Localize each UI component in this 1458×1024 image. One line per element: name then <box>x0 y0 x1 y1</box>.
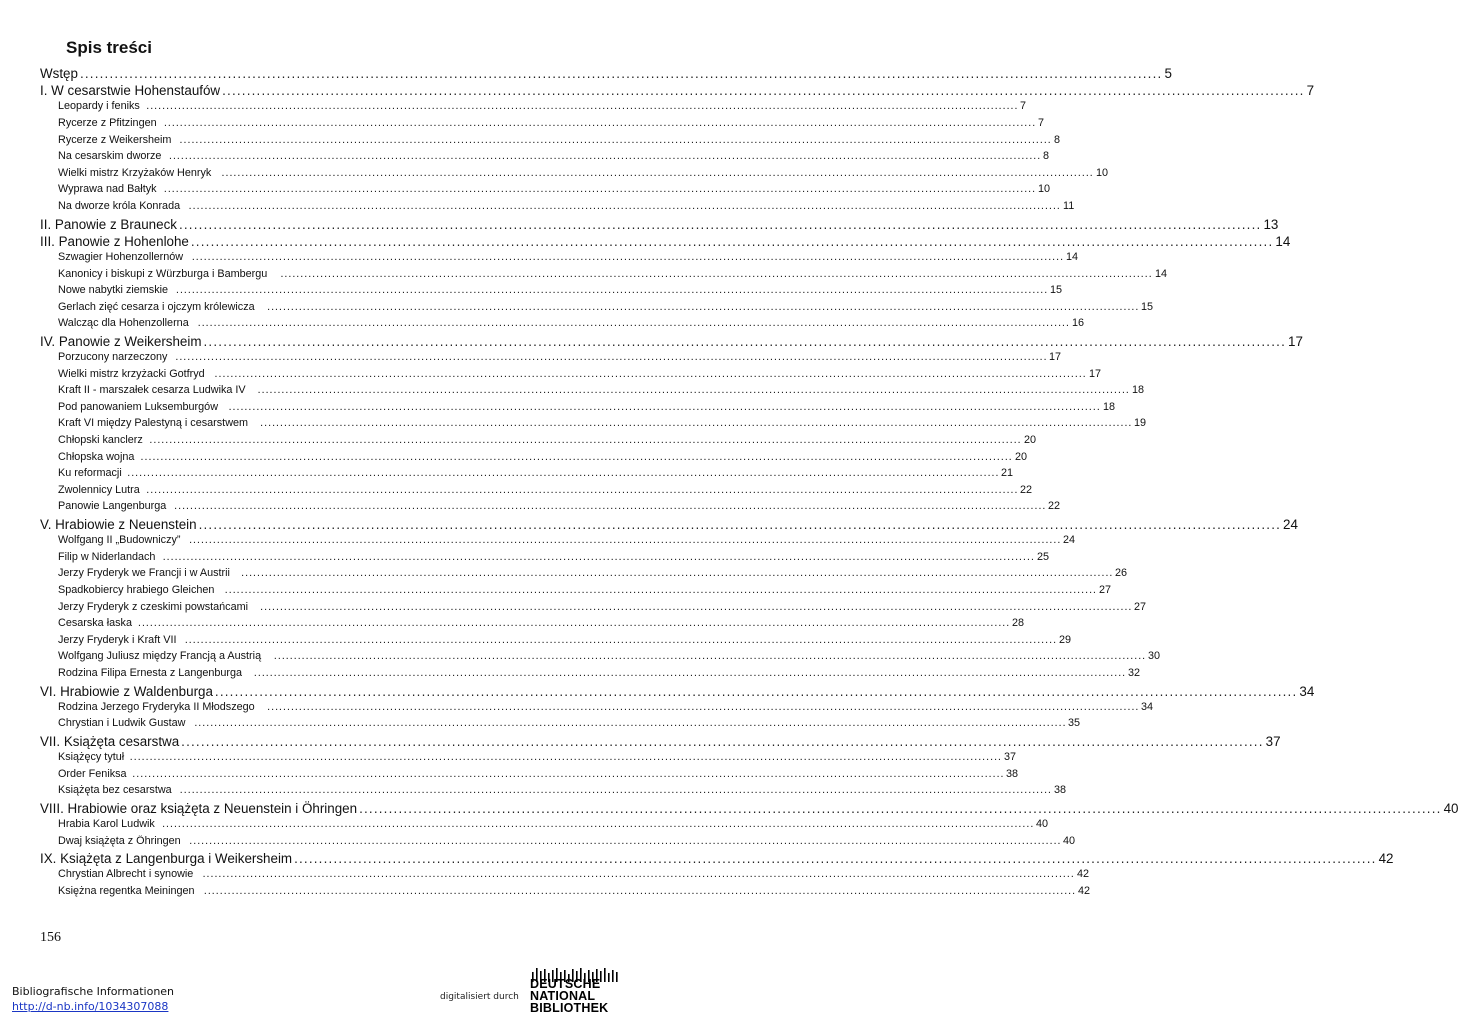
toc-entry-title: Zwolennicy Lutra <box>58 483 140 496</box>
toc-entry-title: Ku reformacji <box>58 467 122 480</box>
toc-leader-dots: ............................................................................................................................................................................................................................ <box>175 351 1048 364</box>
toc-entry-title: Szwagier Hohenzollernów <box>58 250 184 263</box>
toc-leader-dots: ............................................................................................................................................................................................................................ <box>146 100 1019 113</box>
toc-section <box>40 400 1115 418</box>
toc-section <box>40 767 1019 785</box>
toc-entry-title: IV. Panowie z Weikersheim <box>40 333 202 349</box>
toc-entry-title: Hrabia Karol Ludwik <box>58 818 155 831</box>
toc-page-number: 13 <box>1263 216 1279 232</box>
toc-entry-title: Walcząc dla Hohenzollerna <box>58 317 189 330</box>
toc-entry-title: Chłopski kanclerz <box>58 434 143 447</box>
toc-entry-title: V. Hrabiowie z Neuenstein <box>40 517 197 532</box>
toc-entry-title: Nowe nabytki ziemskie <box>58 284 169 297</box>
toc-leader-dots: ............................................................................................................................................................................................................................ <box>184 633 1057 646</box>
toc-section <box>40 818 1049 835</box>
toc-section <box>40 183 1051 200</box>
toc-entry-title: Rycerze z Pfitzingen <box>58 116 157 129</box>
toc-leader-dots: ............................................................................................................................................................................................................................ <box>163 116 1037 129</box>
toc-section <box>40 150 1050 167</box>
toc-page-number: 18 <box>1102 400 1115 413</box>
toc-leader-dots: ............................................................................................................................................................................................................................ <box>168 150 1042 163</box>
toc-entry-title: Kanonicy i biskupi z Würzburga i Bambergu <box>58 267 268 280</box>
toc-page-number: 22 <box>1048 500 1061 513</box>
toc-leader-dots: ............................................................................................................................................................................................................................ <box>224 583 1097 596</box>
toc-page-number: 28 <box>1012 617 1025 630</box>
toc-page-number: 8 <box>1043 150 1050 163</box>
toc-entry-title: Gerlach zięć cesarza i ojczym królewicza <box>58 300 255 313</box>
toc-entry-title: Książęta bez cesarstwa <box>58 784 172 797</box>
toc-page-number: 7 <box>1306 83 1315 99</box>
toc-section <box>40 116 1045 134</box>
toc-leader-dots: ............................................................................................................................................................................................................................ <box>161 818 1035 831</box>
dnb-logo-text <box>530 978 622 1014</box>
toc-page-number: 17 <box>1049 351 1062 364</box>
toc-entry-title: VII. Książęta cesarstwa <box>40 733 180 749</box>
toc-section <box>40 317 1084 334</box>
toc-page-number: 20 <box>1023 434 1036 447</box>
toc-chapter <box>40 851 1394 868</box>
toc-chapter <box>40 83 1315 100</box>
toc-page-number: 29 <box>1058 633 1071 646</box>
toc-section <box>40 284 1063 301</box>
toc-leader-dots: ............................................................................................................................................................................................................................ <box>181 733 1264 749</box>
toc-leader-dots: ............................................................................................................................................................................................................................ <box>257 384 1130 397</box>
toc-page-number: 30 <box>1148 650 1161 663</box>
toc-page-number: 5 <box>1164 66 1172 81</box>
toc-leader-dots: ............................................................................................................................................................................................................................ <box>222 83 1305 99</box>
toc-section <box>40 166 1108 184</box>
toc-page-number: 8 <box>1053 133 1060 146</box>
toc-entry-title: Rycerze z Weikersheim <box>58 133 172 146</box>
toc-page-number: 37 <box>1003 751 1016 764</box>
toc-leader-dots: ............................................................................................................................................................................................................................ <box>241 567 1114 580</box>
toc-leader-dots: ............................................................................................................................................................................................................................ <box>203 885 1076 898</box>
toc-page-number: 32 <box>1128 666 1141 679</box>
digitized-by-label: digitalisiert durch <box>440 992 519 1002</box>
toc-entry-title: Wyprawa nad Bałtyk <box>58 183 157 196</box>
toc-entry-title: Na cesarskim dworze <box>58 150 162 163</box>
toc-leader-dots: ............................................................................................................................................................................................................................ <box>214 367 1087 380</box>
toc-entry-title: Dwaj książęta z Öhringen <box>58 834 181 847</box>
toc-entry-title: I. W cesarstwie Hohenstaufów <box>40 83 221 99</box>
toc-entry-title: Chłopska wojna <box>58 450 135 463</box>
toc-leader-dots: ............................................................................................................................................................................................................................ <box>79 66 1163 81</box>
toc-leader-dots: ............................................................................................................................................................................................................................ <box>202 868 1075 881</box>
toc-entry-title: Na dworze króla Konrada <box>58 199 181 212</box>
toc-chapter <box>40 683 1315 701</box>
toc-entry-title: VIII. Hrabiowie oraz książęta z Neuenstein i Öhringen <box>40 800 358 816</box>
toc-page-number: 40 <box>1036 818 1049 831</box>
toc-section <box>40 834 1076 852</box>
toc-entry-title: Filip w Niderlandach <box>58 550 156 563</box>
toc-page-number: 27 <box>1134 600 1147 613</box>
toc-section <box>40 300 1154 318</box>
toc-leader-dots: ............................................................................................................................................................................................................................ <box>129 751 1002 764</box>
toc-leader-dots: ............................................................................................................................................................................................................................ <box>221 166 1094 179</box>
toc-entry-title: VI. Hrabiowie z Waldenburga <box>40 683 213 699</box>
toc-leader-dots: ............................................................................................................................................................................................................................ <box>194 717 1067 730</box>
toc-section <box>40 351 1062 368</box>
toc-page-number: 11 <box>1062 199 1075 212</box>
dnb-logo-line: DEUTSCHE <box>530 977 601 991</box>
toc-leader-dots: ............................................................................................................................................................................................................................ <box>127 467 1000 480</box>
toc-section <box>40 534 1076 551</box>
toc-leader-dots: ............................................................................................................................................................................................................................ <box>149 434 1022 447</box>
toc-leader-dots: ............................................................................................................................................................................................................................ <box>267 300 1140 313</box>
toc-leader-dots: ............................................................................................................................................................................................................................ <box>260 417 1133 430</box>
toc-page-number: 15 <box>1050 284 1063 297</box>
toc-section <box>40 100 1027 117</box>
toc-entry-title: Order Feniksa <box>58 767 127 780</box>
toc-leader-dots: ............................................................................................................................................................................................................................ <box>197 317 1070 330</box>
toc-page-number: 24 <box>1063 534 1076 547</box>
toc-chapter <box>40 733 1281 751</box>
toc-leader-dots: ............................................................................................................................................................................................................................ <box>214 683 1298 699</box>
toc-page-number: 10 <box>1095 166 1108 179</box>
toc-page-number: 10 <box>1037 183 1051 196</box>
bibliographic-info-link[interactable]: http://d-nb.info/1034307088 <box>12 1000 169 1013</box>
toc-page-number: 19 <box>1134 417 1147 430</box>
toc-entry-title: Kraft VI między Palestyną i cesarstwem <box>58 417 249 430</box>
toc-page-number: 14 <box>1065 250 1078 263</box>
toc-entry-title: Jerzy Fryderyk z czeskimi powstańcami <box>58 600 249 613</box>
toc-entry-title: Wstęp <box>40 66 78 81</box>
toc-page-number: 26 <box>1115 567 1128 580</box>
toc-section <box>40 550 1049 568</box>
toc-section <box>40 450 1027 468</box>
toc-leader-dots: ............................................................................................................................................................................................................................ <box>188 534 1062 547</box>
toc-page-number: 42 <box>1077 885 1091 898</box>
toc-section <box>40 267 1167 285</box>
toc-page-number: 27 <box>1098 583 1111 596</box>
toc-section <box>40 500 1061 517</box>
toc-page-number: 37 <box>1265 733 1281 749</box>
toc-leader-dots: ............................................................................................................................................................................................................................ <box>179 784 1052 797</box>
toc-leader-dots: ............................................................................................................................................................................................................................ <box>174 500 1047 513</box>
toc-section <box>40 483 1033 501</box>
toc-page-number: 34 <box>1299 683 1315 699</box>
toc-entry-title: Pod panowaniem Luksemburgów <box>58 400 219 413</box>
toc-entry-title: IX. Książęta z Langenburga i Weikersheim <box>40 851 293 867</box>
toc-leader-dots: ............................................................................................................................................................................................................................ <box>140 450 1013 463</box>
toc-entry-title: Porzucony narzeczony <box>58 351 168 364</box>
toc-page-number: 38 <box>1006 767 1019 780</box>
toc-leader-dots: ............................................................................................................................................................................................................................ <box>260 600 1133 613</box>
toc-page-number: 14 <box>1154 267 1167 280</box>
toc-leader-dots: ............................................................................................................................................................................................................................ <box>294 851 1377 867</box>
toc-leader-dots: ............................................................................................................................................................................................................................ <box>359 800 1442 816</box>
toc-leader-dots: ............................................................................................................................................................................................................................ <box>228 400 1101 413</box>
toc-section <box>40 384 1144 401</box>
toc-page-number: 7 <box>1020 100 1027 113</box>
toc-leader-dots: ............................................................................................................................................................................................................................ <box>175 284 1049 297</box>
toc-section <box>40 583 1111 601</box>
page-title: Spis treści <box>66 38 152 57</box>
toc-section <box>40 633 1071 651</box>
toc-section <box>40 467 1014 484</box>
toc-section <box>40 666 1141 684</box>
toc-entry-title: II. Panowie z Brauneck <box>40 216 177 232</box>
toc-section <box>40 199 1075 217</box>
toc-leader-dots: ............................................................................................................................................................................................................................ <box>190 233 1274 249</box>
toc-chapter <box>40 216 1279 234</box>
toc-entry-title: Rodzina Jerzego Fryderyka II Młodszego <box>58 700 255 713</box>
toc-entry-title: III. Panowie z Hohenlohe <box>40 233 189 249</box>
toc-entry-title: Wielki mistrz krzyżacki Gotfryd <box>58 367 205 380</box>
toc-section <box>40 434 1036 451</box>
toc-page-number: 24 <box>1283 517 1298 532</box>
toc-chapter <box>40 233 1291 251</box>
toc-entry-title: Księżna regentka Meiningen <box>58 885 195 898</box>
toc-entry-title: Panowie Langenburga <box>58 500 167 513</box>
toc-leader-dots: ............................................................................................................................................................................................................................ <box>198 517 1282 532</box>
toc-section <box>40 567 1128 584</box>
toc-page-number: 40 <box>1063 834 1076 847</box>
toc-leader-dots: ............................................................................................................................................................................................................................ <box>273 650 1147 663</box>
toc-leader-dots: ............................................................................................................................................................................................................................ <box>179 133 1052 146</box>
table-of-contents <box>40 66 1458 902</box>
toc-page-number: 35 <box>1068 717 1081 730</box>
toc-section <box>40 751 1016 768</box>
toc-section <box>40 133 1060 151</box>
toc-chapter <box>40 333 1303 351</box>
toc-leader-dots: ............................................................................................................................................................................................................................ <box>191 250 1064 263</box>
toc-section <box>40 250 1078 268</box>
toc-entry-title: Jerzy Fryderyk we Francji i w Austrii <box>58 567 230 580</box>
toc-section <box>40 717 1081 734</box>
toc-page-number: 17 <box>1288 333 1303 349</box>
toc-page-number: 25 <box>1036 550 1049 563</box>
page-number: 156 <box>40 930 61 945</box>
toc-page-number: 38 <box>1053 784 1066 797</box>
toc-page-number: 34 <box>1141 700 1154 713</box>
toc-chapter <box>40 66 1172 83</box>
bibliographic-info-label: Bibliografische Informationen <box>12 985 175 998</box>
toc-entry-title: Kraft II - marszałek cesarza Ludwika IV <box>58 384 246 397</box>
toc-section <box>40 700 1154 718</box>
toc-section <box>40 868 1089 885</box>
toc-page-number: 20 <box>1014 450 1027 463</box>
toc-leader-dots: ............................................................................................................................................................................................................................ <box>267 700 1140 713</box>
toc-page-number: 17 <box>1088 367 1101 380</box>
toc-leader-dots: ............................................................................................................................................................................................................................ <box>146 483 1019 496</box>
toc-section <box>40 617 1025 634</box>
toc-page-number: 42 <box>1378 851 1394 867</box>
toc-page-number: 18 <box>1131 384 1144 397</box>
toc-entry-title: Książęcy tytuł <box>58 751 125 764</box>
toc-page-number: 22 <box>1020 483 1033 496</box>
toc-leader-dots: ............................................................................................................................................................................................................................ <box>188 199 1061 212</box>
toc-leader-dots: ............................................................................................................................................................................................................................ <box>280 267 1153 280</box>
toc-entry-title: Spadkobiercy hrabiego Gleichen <box>58 583 215 596</box>
toc-chapter <box>40 800 1458 818</box>
toc-entry-title: Jerzy Fryderyk i Kraft VII <box>58 633 177 646</box>
toc-entry-title: Wolfgang II „Budowniczy” <box>58 534 181 547</box>
toc-entry-title: Chrystian i Ludwik Gustaw <box>58 717 186 730</box>
toc-section <box>40 417 1147 434</box>
toc-page-number: 21 <box>1001 467 1014 480</box>
toc-entry-title: Chrystian Albrecht i synowie <box>58 868 194 881</box>
dnb-logo-line: BIBLIOTHEK <box>530 1001 609 1015</box>
toc-entry-title: Leopardy i feniks <box>58 100 140 113</box>
dnb-logo <box>530 968 622 1016</box>
toc-leader-dots: ............................................................................................................................................................................................................................ <box>178 216 1262 232</box>
toc-leader-dots: ............................................................................................................................................................................................................................ <box>253 666 1126 679</box>
toc-leader-dots: ............................................................................................................................................................................................................................ <box>203 333 1286 349</box>
toc-entry-title: Rodzina Filipa Ernesta z Langenburga <box>58 666 243 679</box>
toc-section <box>40 784 1066 801</box>
toc-entry-title: Wielki mistrz Krzyżaków Henryk <box>58 166 212 179</box>
toc-leader-dots: ............................................................................................................................................................................................................................ <box>137 617 1011 630</box>
toc-page-number: 42 <box>1076 868 1089 881</box>
toc-entry-title: Cesarska łaska <box>58 617 132 630</box>
toc-page-number: 15 <box>1141 300 1154 313</box>
toc-section <box>40 367 1101 385</box>
toc-section <box>40 600 1147 618</box>
toc-page-number: 14 <box>1275 233 1291 249</box>
dnb-logo-line: NATIONAL <box>530 989 596 1003</box>
toc-chapter <box>40 517 1298 534</box>
toc-section <box>40 650 1161 667</box>
toc-page-number: 40 <box>1443 800 1458 816</box>
bibliographic-info <box>12 984 174 1014</box>
toc-entry-title: Wolfgang Juliusz między Francją a Austrią <box>58 650 262 663</box>
toc-leader-dots: ............................................................................................................................................................................................................................ <box>162 550 1035 563</box>
toc-page-number: 16 <box>1071 317 1084 330</box>
toc-leader-dots: ............................................................................................................................................................................................................................ <box>189 834 1062 847</box>
toc-leader-dots: ............................................................................................................................................................................................................................ <box>132 767 1005 780</box>
toc-page-number: 7 <box>1038 116 1045 129</box>
toc-leader-dots: ............................................................................................................................................................................................................................ <box>163 183 1036 196</box>
toc-section <box>40 885 1091 902</box>
